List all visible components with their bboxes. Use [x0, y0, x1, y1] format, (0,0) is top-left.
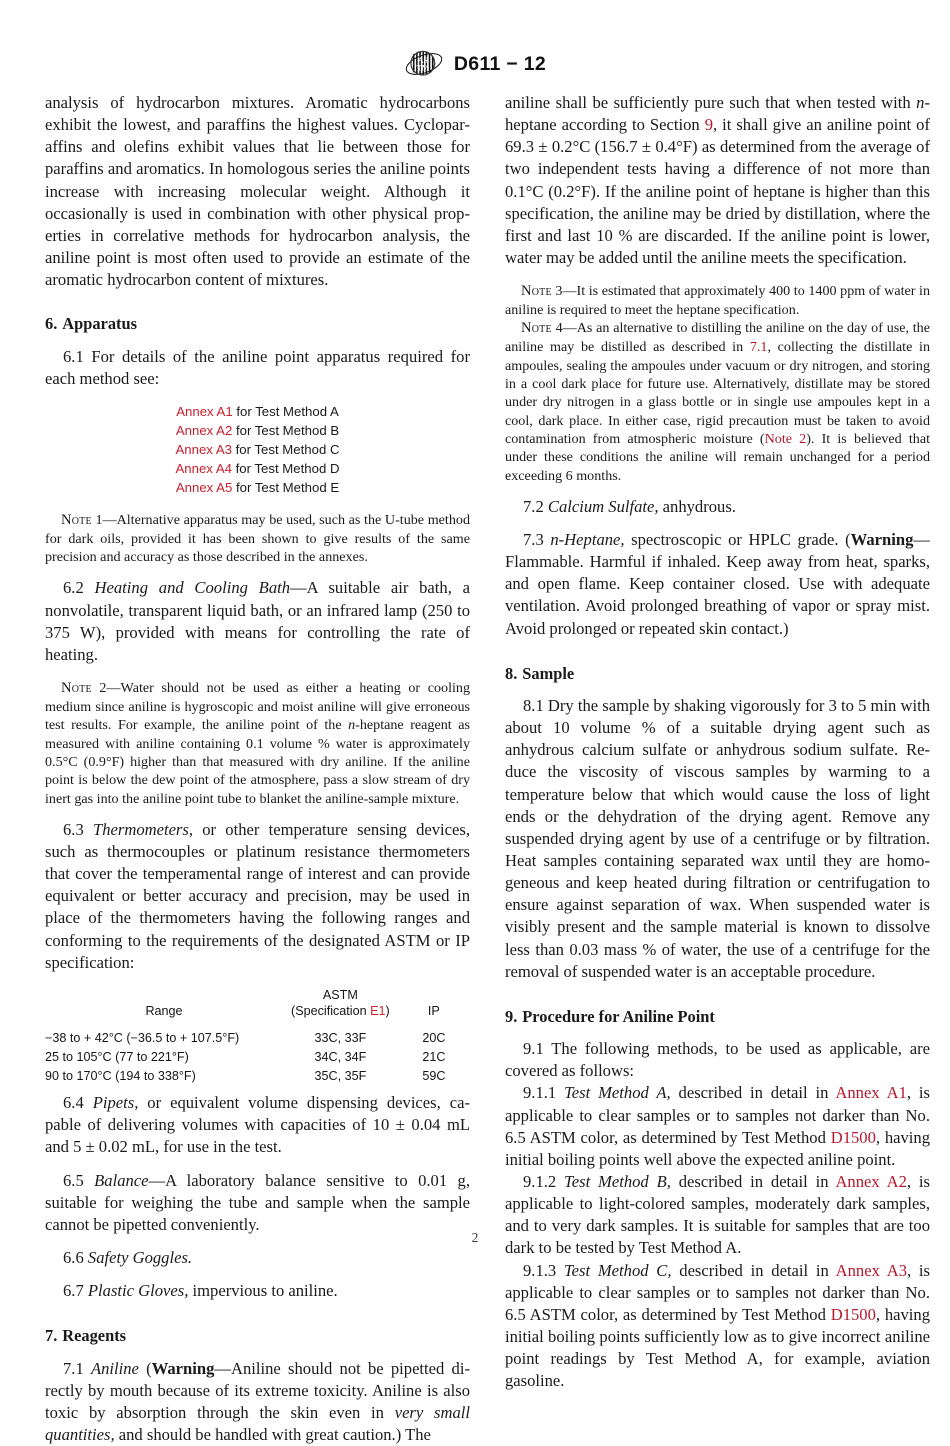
cell-ip: 59C	[422, 1068, 446, 1083]
clause-9-1-3-pre: described in detail in	[671, 1260, 836, 1280]
section-heading-8	[505, 663, 930, 684]
clause-number-7-3: 7.3	[523, 530, 544, 550]
clause-9-1-1-post: , having initial boiling points well above the expected aniline point.	[505, 1127, 931, 1169]
clause-term-6-4: Pipets,	[92, 1093, 139, 1113]
continued-paragraph-right	[505, 92, 930, 269]
table-row	[45, 1021, 470, 1048]
paragraph-9-1	[505, 1038, 930, 1082]
clause-term-6-2: Heating and Cooling Bath	[94, 578, 291, 598]
cell-ip: 20C	[422, 1031, 446, 1046]
paragraph-7-3	[505, 529, 930, 640]
clause-text-7-1-a: —Aniline should not be pipetted di-rectly by mouth because of its extreme toxicity. Aniline is also toxic by absorption through the skin even in	[45, 1358, 470, 1422]
clause-number-9-1-2: 9.1.2	[523, 1172, 557, 1192]
clause-9-1-2-pre: described in detail in	[670, 1172, 836, 1192]
section-6-number: 6.	[45, 314, 58, 334]
annex-link[interactable]: Annex A1	[176, 403, 233, 419]
clause-9-1-2-post: , is applicable to light-colored samples, moderately dark samples, and to very dark samples. It is suitable for samples that are too dark to be tested by Test Method A.	[505, 1172, 930, 1258]
clause-number-6-4: 6.4	[63, 1093, 84, 1113]
annex-list-label: for Test Method A	[236, 403, 339, 419]
cell-astm: 35C, 35F	[314, 1068, 367, 1083]
table-body	[45, 1021, 470, 1085]
annex-list-item	[45, 459, 470, 478]
continued-text-post: , it shall give an aniline point of 69.3 ± 0.2°C (156.7 ± 0.4°F) as determined from the average of two independent tests having a difference of not more than 0.1°C (0.2°F). If the aniline point of heptane is higher than this specification, the aniline may be dried by distillation, where the first and last 10 % are discarded. If the aniline point is lower, water may be added until the aniline meets the specification.	[505, 115, 930, 267]
clause-term-6-6: Safety Goggles.	[87, 1248, 193, 1267]
clause-number-6-2: 6.2	[63, 578, 84, 598]
paragraph-6-4	[45, 1092, 470, 1158]
note-3-text: —It is estimated that approximately 400 to 1400 ppm of water in aniline is required to meet the heptane specification.	[505, 283, 930, 319]
table-header	[45, 988, 470, 1021]
annex-link[interactable]: Annex A4	[175, 460, 232, 476]
annex-list-label: for Test Method D	[235, 460, 340, 476]
note-1-label: Note	[61, 511, 92, 528]
clause-term-9-1-1: Test Method A,	[564, 1083, 671, 1103]
clause-9-1-1-pre: described in detail in	[670, 1083, 836, 1103]
paragraph-6-6	[45, 1247, 470, 1269]
note-4-number: 4	[555, 320, 563, 337]
continued-text-pre: aniline shall be sufficiently pure such that when tested with	[505, 93, 917, 112]
note-3-number: 3	[555, 283, 563, 300]
clause-text-6-2: —A suitable air bath, a nonvolatile, transparent liquid bath, or an infrared lamp (250 to 375 W), provided with means for controlling the rate of heating.	[45, 578, 470, 664]
cell-range: −38 to + 42°C (−36.5 to + 107.5°F)	[45, 1031, 240, 1046]
note-1-number: 1	[95, 511, 103, 528]
clause-number-8-1: 8.1	[523, 696, 544, 716]
clause-term-6-5: Balance	[94, 1170, 149, 1190]
clause-number-7-2: 7.2	[523, 496, 544, 516]
table-header-row	[45, 988, 470, 1021]
note-4	[505, 319, 930, 484]
paragraph-7-2	[505, 496, 930, 518]
cell-range: 90 to 170°C (194 to 338°F)	[45, 1068, 196, 1083]
clause-text-6-7: impervious to aniline.	[188, 1281, 338, 1301]
clause-number-6-3: 6.3	[63, 819, 84, 839]
clause-number-6-6: 6.6	[63, 1248, 84, 1267]
note-4-text-part2: , collecting the distillate in ampoules, sealing the ampoules under vacuum or dry nitrogen, and storing in a cool dark place for future use. Alternatively, distillate may be stored under dry nitrogen in a glass bottle or in single use ampoules kept in a cool, dark place. In either case, rigid precaution must be taken to avoid contamination from atmospheric moisture (	[505, 339, 930, 447]
section-8-title: Sample	[522, 663, 575, 683]
annex-list-item	[45, 478, 470, 497]
continued-paragraph: analysis of hydrocarbon mixtures. Aromatic hydrocarbons exhibit the lowest, and paraffins the highest values. Cyclopar-affins and olefins exhibit values that lie between those for paraffins and aromatics. In homologous series the aniline points increase with increasing molecular weight. Although it occasionally is used in combination with other physical prop-erties in correlative methods for hydrocarbon analysis, the aniline point is most often used to provide an estimate of the aromatic hydrocarbon content of mixtures.	[45, 93, 470, 290]
section-7-title: Reagents	[62, 1326, 127, 1346]
annex-list-label: for Test Method B	[236, 422, 340, 438]
annex-link[interactable]: Annex A3	[175, 441, 232, 457]
paragraph-7-1	[45, 1358, 470, 1446]
annex-list-item	[45, 402, 470, 421]
note-2-number: 2	[99, 680, 107, 697]
note-2-text-part2: -heptane reagent as measured with aniline containing 0.1 volume % water is approximately 0.5°C (0.9°F) higher than that measured with dry aniline. If the aniline point is below the dew point of the atmosphere, pass a slow stream of dry inert gas into the aniline point tube to blanket the aniline-sample mixture.	[45, 717, 470, 807]
clause-text-6-4: or equivalent volume dispensing devices, ca-pable of delivering volumes with capacities of 10 ± 0.04 mL and 5 ± 0.02 mL, for use in the test.	[45, 1093, 470, 1157]
annex-reference-list	[45, 402, 470, 497]
column-header-astm	[283, 988, 398, 1021]
clause-term-6-7: Plastic Gloves,	[87, 1281, 189, 1301]
warning-label: Warning	[850, 530, 914, 550]
clause-text-9-1: The following methods, to be used as applicable, are covered as follows:	[505, 1039, 930, 1081]
cell-ip: 21C	[422, 1049, 446, 1064]
clause-number-6-7: 6.7	[63, 1281, 84, 1301]
table-row	[45, 1067, 470, 1086]
note-4-label: Note	[521, 320, 552, 337]
note-3	[505, 282, 930, 319]
page-footer	[0, 1230, 950, 1246]
standard-designation: D611 − 12	[453, 52, 547, 75]
clause-number-9-1: 9.1	[523, 1039, 544, 1059]
column-header-astm-line1: ASTM	[322, 987, 358, 1002]
note-4-text-part3: ). It is believed that under these conditions the aniline will remain unchanged for a period exceeding 6 months.	[505, 430, 930, 484]
d1500-link[interactable]: D1500	[830, 1127, 876, 1147]
note-2-italic-n: n	[348, 717, 356, 734]
table-row	[45, 1048, 470, 1067]
note-1	[45, 511, 470, 567]
paragraph-6-5	[45, 1170, 470, 1236]
clause-number-7-1: 7.1	[63, 1358, 84, 1378]
annex-link[interactable]: Annex A5	[175, 479, 233, 495]
clause-text-6-5: —A laboratory balance sensitive to 0.01 g, suitable for weighing the tube and sample when the sample cannot be pipetted conveniently.	[45, 1170, 470, 1234]
paragraph-9-1-1	[505, 1082, 930, 1171]
section-heading-6	[45, 313, 470, 334]
clause-text-7-2: anhydrous.	[658, 496, 736, 516]
clause-number-6-1: 6.1	[63, 346, 84, 366]
paragraph-6-3	[45, 819, 470, 974]
section-8-number: 8.	[505, 663, 518, 683]
clause-text-6-1: For details of the aniline point apparatus required for each method see:	[45, 346, 470, 388]
column-header-range: Range	[145, 1003, 183, 1018]
note-2-text-part1: —Water should not be used as either a heating or cooling medium since aniline is hygroscopic and moist aniline will give erroneous test results. For example, the aniline point of the	[45, 680, 470, 734]
clause-9-1-3-post: , having initial boiling points sufficiently low as to give incorrect aniline point readings by Test Method A, for example, aviation gasoline.	[505, 1304, 931, 1391]
svg-text:AS: AS	[417, 55, 428, 65]
paragraph-9-1-3	[505, 1260, 930, 1393]
paragraph-8-1	[505, 695, 930, 983]
continued-text-mid: -heptane according to Section	[505, 93, 930, 135]
clause-number-6-5: 6.5	[63, 1170, 84, 1190]
annex-list-item	[45, 440, 470, 459]
clause-term-9-1-2: Test Method B,	[564, 1172, 671, 1192]
svg-text:TM: TM	[416, 63, 430, 73]
astm-logo-icon	[404, 47, 444, 81]
note-2-link[interactable]: Note 2	[764, 430, 807, 447]
clause-7-1-paren: (	[138, 1358, 152, 1378]
annex-link[interactable]: Annex A2	[175, 422, 233, 438]
clause-number-9-1-3: 9.1.3	[523, 1260, 557, 1280]
italic-n: n	[916, 93, 925, 112]
clause-term-9-1-3: Test Method C,	[563, 1260, 672, 1280]
paragraph-6-2	[45, 577, 470, 666]
clause-term-7-3: n-Heptane,	[550, 530, 625, 550]
clause-term-7-2: Calcium Sulfate,	[547, 496, 659, 516]
clause-text-7-3: —Flammable. Harmful if inhaled. Keep away from heat, sparks, and open flame. Keep container closed. Use with adequate ventilation. Avoid prolonged breathing of vapor or spray mist. Avoid prolonged or repeated skin contact.)	[505, 530, 930, 638]
clause-7-1-emphasis: very small quantities,	[45, 1402, 470, 1445]
paragraph-6-7	[45, 1280, 470, 1302]
clause-text-7-1-b: and should be handled with great caution.) The	[114, 1425, 431, 1445]
section-9-number: 9.	[505, 1006, 518, 1026]
clause-number-9-1-1: 9.1.1	[523, 1083, 557, 1103]
column-header-ip: IP	[427, 1003, 440, 1018]
paragraph-6-1	[45, 346, 470, 390]
annex-list-label: for Test Method C	[235, 441, 340, 457]
specification-e1-link[interactable]: E1	[370, 1003, 386, 1018]
cell-astm: 33C, 33F	[314, 1031, 367, 1046]
clause-9-1-3-mid: , is applicable to clear samples or to samples not darker than No. 6.5 ASTM color, as determined by Test Method	[505, 1260, 930, 1324]
column-header-astm-spec-prefix: (Specification	[291, 1003, 371, 1018]
annex-list-label: for Test Method E	[236, 479, 340, 495]
section-9-link[interactable]: 9	[704, 115, 713, 135]
cell-astm: 34C, 34F	[314, 1049, 367, 1064]
annex-list-item	[45, 421, 470, 440]
section-9-title: Procedure for Aniline Point	[522, 1006, 715, 1026]
clause-7-1-link[interactable]: 7.1	[749, 339, 768, 356]
note-4-text-part1: —As an alternative to distilling the aniline on the day of use, the aniline may be distilled as described in	[505, 320, 930, 356]
annex-a3-link[interactable]: Annex A3	[835, 1260, 908, 1280]
section-heading-7	[45, 1325, 470, 1346]
section-7-number: 7.	[45, 1326, 58, 1346]
clause-text-6-3: or other temperature sensing devices, such as thermocouples or platinum resistance thermometers that cover the temperamental range of interest and can provide equivalent or better accuracy and precision, may be used in place of the thermometers having the following ranges and conforming to the requirements of the designated ASTM or IP specification:	[45, 819, 470, 972]
note-2	[45, 679, 470, 808]
cell-range: 25 to 105°C (77 to 221°F)	[45, 1049, 189, 1064]
clause-term-7-1: Aniline	[91, 1358, 139, 1378]
clause-term-6-3: Thermometers,	[92, 819, 194, 839]
column-header-astm-spec-suffix: )	[385, 1003, 390, 1018]
annex-a2-link[interactable]: Annex A2	[835, 1172, 907, 1192]
page-number: 2	[471, 1230, 479, 1245]
section-heading-9	[505, 1006, 930, 1027]
annex-a1-link[interactable]: Annex A1	[835, 1083, 907, 1103]
clause-text-8-1: Dry the sample by shaking vigorously for 3 to 5 min with about 10 volume % of a suitable drying agent such as anhydrous calcium sulfate or anhydrous sodium sulfate. Re-duce the viscosity of viscous samples by warming to a temperature below that which would cause the loss of light ends or the dehydration of the drying agent. Remove any suspended drying agent by use of a centrifuge or by filtration. Heat samples containing separated wax until they are homo-geneous and keep heated during filtration or centrifugation to ensure against separation of wax. When suspended water is visibly present and the sample material is known to dissolve less than 0.03 mass % of water, the use of a centrifuge for the removal of suspended water is an acceptable procedure.	[505, 696, 930, 981]
clause-9-1-1-mid: , is applicable to clear samples or to samples not darker than No. 6.5 ASTM color, as determined by Test Method	[505, 1083, 931, 1147]
d1500-link[interactable]: D1500	[830, 1304, 876, 1324]
note-3-label: Note	[521, 283, 552, 300]
clause-7-3-pre: spectroscopic or HPLC grade. (	[624, 530, 851, 550]
paragraph-9-1-2	[505, 1171, 930, 1260]
warning-label: Warning	[151, 1358, 215, 1378]
section-6-title: Apparatus	[62, 314, 137, 334]
page-header	[0, 0, 950, 86]
note-1-text: —Alternative apparatus may be used, such as the U-tube method for dark oils, provided it has been shown to give results of the same precision and accuracy as those described in the annexes.	[45, 511, 470, 566]
note-2-label: Note	[61, 680, 92, 697]
thermometer-specification-table	[45, 988, 470, 1085]
